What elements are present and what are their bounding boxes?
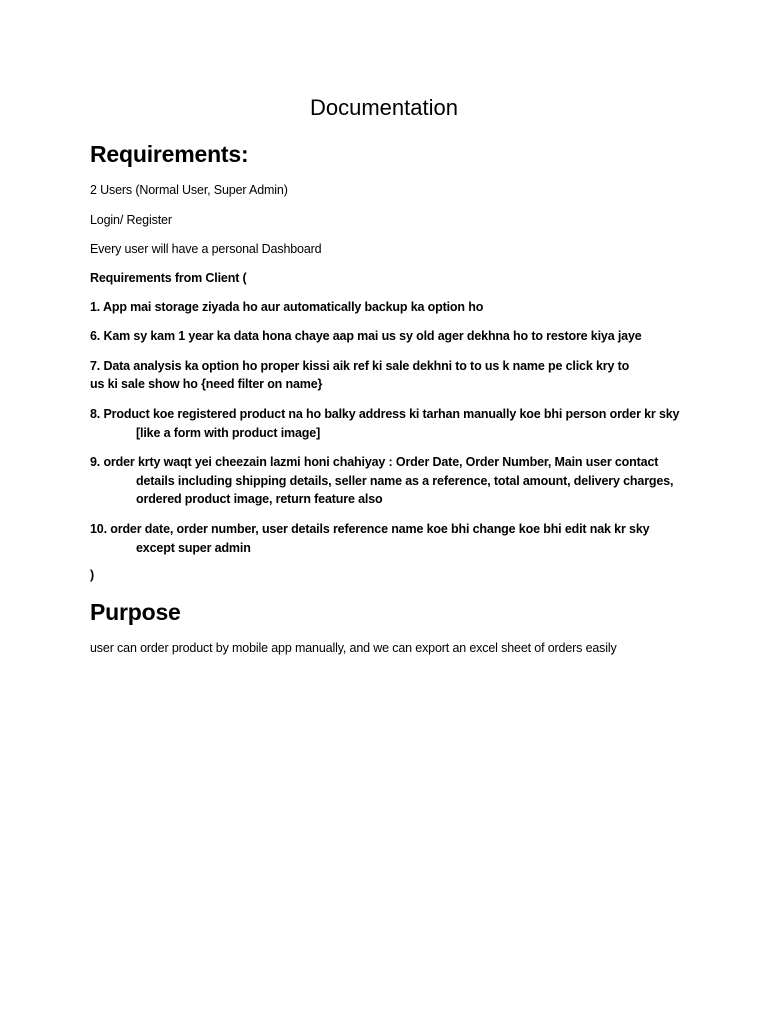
users-line: 2 Users (Normal User, Super Admin) bbox=[90, 183, 288, 197]
requirement-item-7 bbox=[90, 357, 650, 393]
dashboard-line: Every user will have a personal Dashboard bbox=[90, 242, 322, 256]
purpose-heading: Purpose bbox=[90, 599, 181, 625]
requirement-item-7-line-1: 7. Data analysis ka option ho proper kissi aik ref ki sale dekhni to to us k name pe click kry to bbox=[90, 359, 630, 373]
requirement-item-1: 1. App mai storage ziyada ho aur automatically backup ka option ho bbox=[90, 300, 484, 314]
requirement-item-8 bbox=[90, 405, 690, 443]
requirement-item-10 bbox=[90, 520, 690, 558]
requirement-item-10-line-1: 10. order date, order number, user details reference name koe bhi change koe bhi edit nak kr sky bbox=[90, 522, 650, 536]
requirements-heading: Requirements: bbox=[90, 141, 249, 167]
requirement-item-8-line-2: [like a form with product image] bbox=[136, 426, 321, 440]
requirement-item-9-line-3: ordered product image, return feature also bbox=[136, 492, 383, 506]
requirement-item-9-line-1: 9. order krty waqt yei cheezain lazmi honi chahiyay : Order Date, Order Number, Main user contact bbox=[90, 455, 659, 469]
requirement-item-9-line-2: details including shipping details, seller name as a reference, total amount, delivery charges, bbox=[136, 473, 674, 488]
client-requirements-open: Requirements from Client ( bbox=[90, 271, 247, 285]
requirement-item-9 bbox=[90, 453, 690, 509]
requirement-item-7-line-2: us ki sale show ho {need filter on name} bbox=[90, 377, 323, 391]
requirement-item-6: 6. Kam sy kam 1 year ka data hona chaye aap mai us sy old ager dekhna ho to restore kiya jaye bbox=[90, 329, 642, 343]
client-requirements-close: ) bbox=[90, 568, 95, 582]
requirement-item-10-line-2: except super admin bbox=[136, 541, 251, 555]
document-title: Documentation bbox=[310, 95, 458, 120]
requirement-item-8-line-1: 8. Product koe registered product na ho balky address ki tarhan manually koe bhi person order kr sky bbox=[90, 407, 680, 421]
purpose-text: user can order product by mobile app manually, and we can export an excel sheet of orders easily bbox=[90, 641, 617, 655]
login-line: Login/ Register bbox=[90, 213, 172, 227]
